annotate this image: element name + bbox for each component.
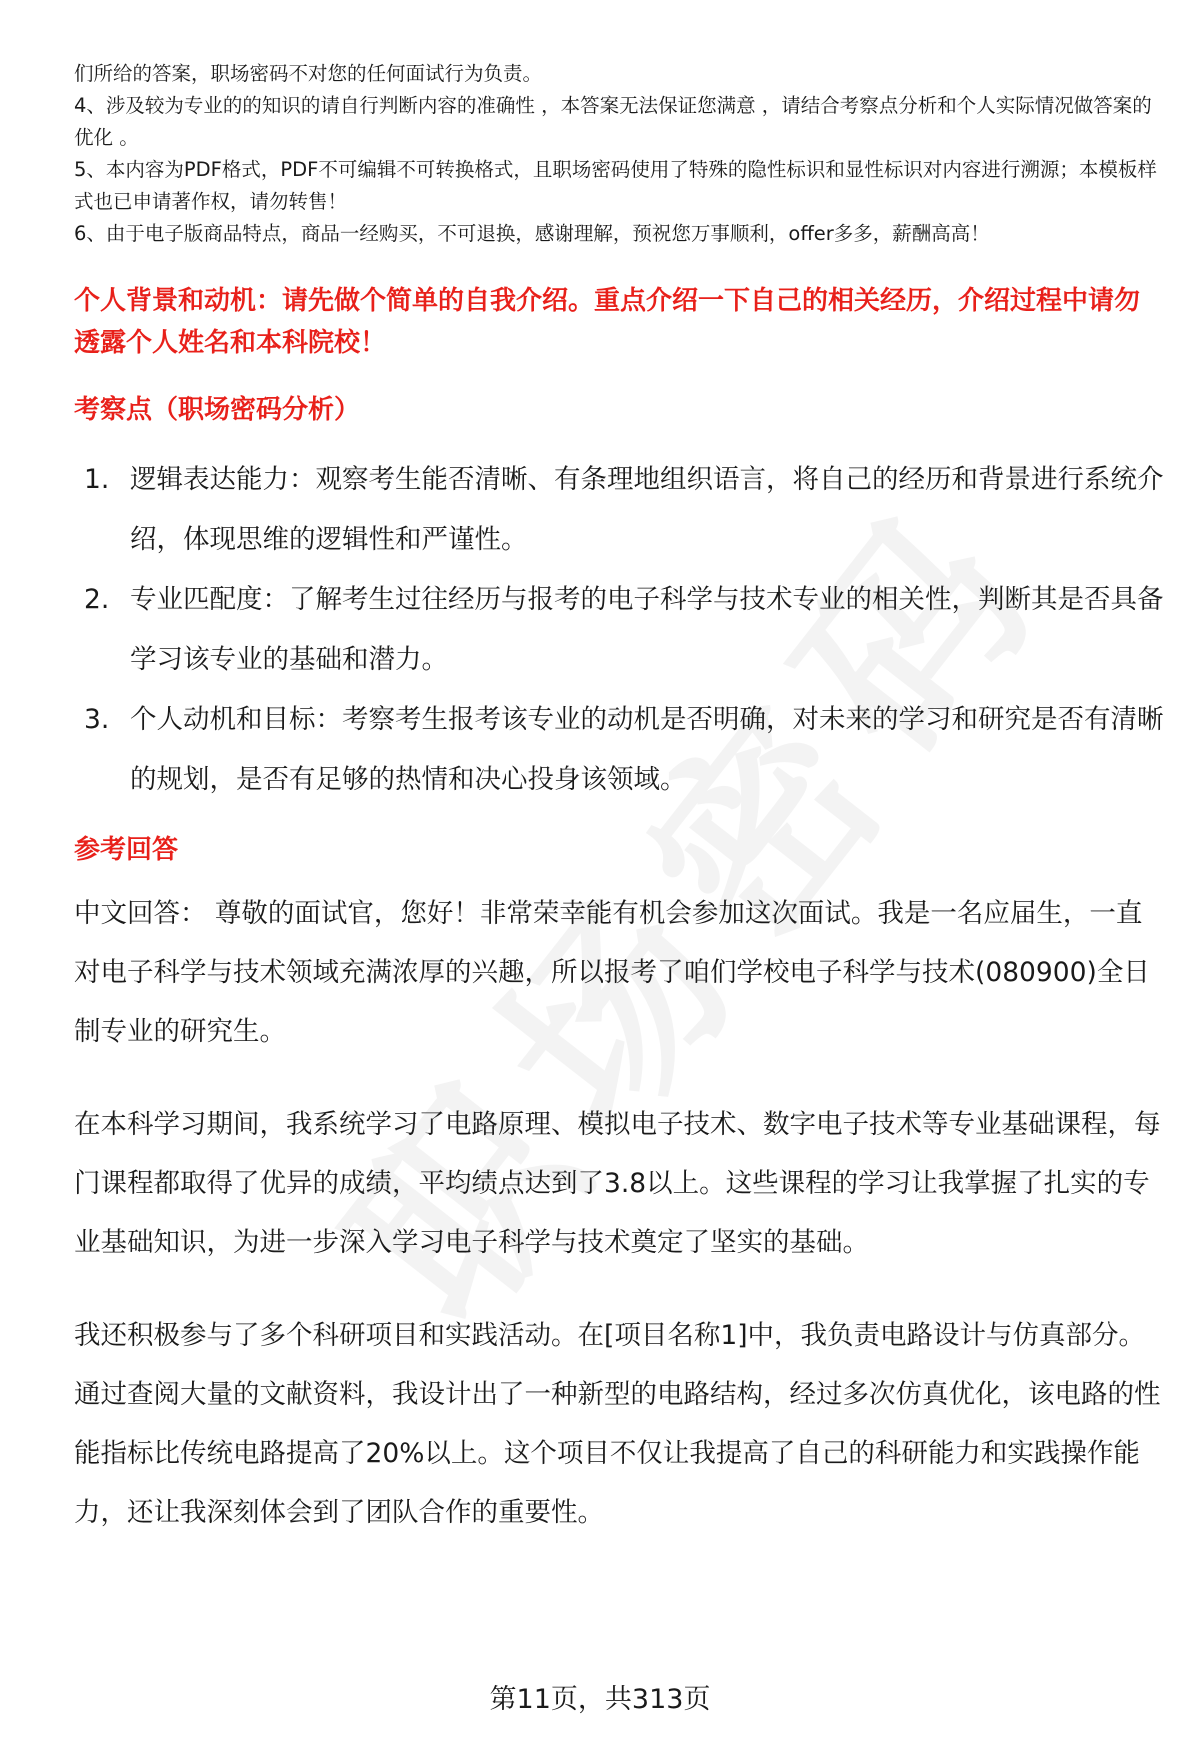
answer-paragraph: 中文回答： 尊敬的面试官，您好！非常荣幸能有机会参加这次面试。我是一名应届生，一直对电子科学与技术领域充满浓厚的兴趣，所以报考了咱们学校电子科学与技术(080900)全日制专业的研究生。: [74, 898, 1150, 1047]
notice-line: 5、本内容为PDF格式，PDF不可编辑不可转换格式，且职场密码使用了特殊的隐性标识和显性标识对内容进行溯源；本模板样式也已申请著作权，请勿转售！: [74, 158, 1157, 213]
analysis-title: 考察点（职场密码分析）: [74, 395, 361, 425]
point-number: 3.: [84, 704, 110, 735]
answer-paragraph: 在本科学习期间，我系统学习了电路原理、模拟电子技术、数字电子技术等专业基础课程，每门课程都取得了优异的成绩，平均绩点达到了3.8以上。这些课程的学习让我掌握了扎实的专业基础知识，为进一步深入学习电子科学与技术奠定了坚实的基础。: [74, 1109, 1161, 1258]
notice-line: 们所给的答案，职场密码不对您的任何面试行为负责。: [74, 62, 543, 85]
answer-paragraph: 我还积极参与了多个科研项目和实践活动。在[项目名称1]中，我负责电路设计与仿真部分。通过查阅大量的文献资料，我设计出了一种新型的电路结构，经过多次仿真优化，该电路的性能指标比传统电路提高了20%以上。这个项目不仅让我提高了自己的科研能力和实践操作能力，还让我深刻体会到了团队合作的重要性。: [74, 1320, 1161, 1528]
notice-line: 6、由于电子版商品特点，商品一经购买，不可退换，感谢理解，预祝您万事顺利，offer多多，薪酬高高！: [74, 222, 990, 245]
notice-line: 4、涉及较为专业的的知识的请自行判断内容的准确性 ，本答案无法保证您满意 ，请结合考察点分析和个人实际情况做答案的优化 。: [74, 94, 1152, 149]
point-text: 个人动机和目标：考察考生报考该专业的动机是否明确，对未来的学习和研究是否有清晰的规划，是否有足够的热情和决心投身该领域。: [130, 704, 1164, 795]
analysis-point: [74, 690, 1164, 810]
analysis-points: [74, 450, 1164, 810]
point-number: 1.: [84, 464, 110, 495]
notice-block: [74, 58, 1164, 250]
reference-title: 参考回答: [74, 835, 179, 865]
point-text: 逻辑表达能力：观察考生能否清晰、有条理地组织语言，将自己的经历和背景进行系统介绍，体现思维的逻辑性和严谨性。: [130, 464, 1164, 555]
point-number: 2.: [84, 584, 110, 615]
point-text: 专业匹配度：了解考生过往经历与报考的电子科学与技术专业的相关性，判断其是否具备学习该专业的基础和潜力。: [130, 584, 1164, 675]
interview-question: 个人背景和动机：请先做个简单的自我介绍。重点介绍一下自己的相关经历，介绍过程中请勿透露个人姓名和本科院校！: [74, 286, 1141, 358]
page-content: [74, 58, 1164, 1576]
analysis-point: [74, 450, 1164, 570]
page-number: 第11页，共313页: [489, 1684, 711, 1715]
analysis-point: [74, 570, 1164, 690]
reference-answer: [74, 884, 1164, 1542]
